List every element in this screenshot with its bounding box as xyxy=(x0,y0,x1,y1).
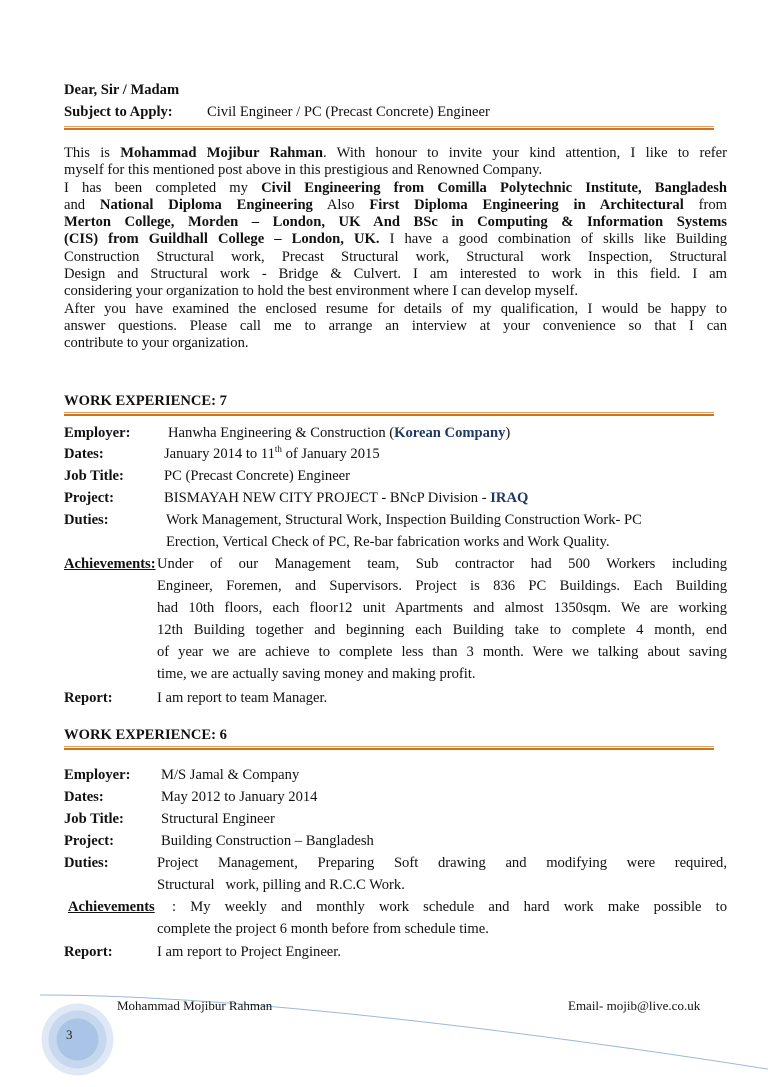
page-number: 3 xyxy=(66,1027,73,1042)
page-number-badge xyxy=(40,1002,115,1077)
work-experience-6-heading: WORK EXPERIENCE: 6 xyxy=(64,727,227,743)
salutation: Dear, Sir / Madam xyxy=(64,82,180,98)
work-experience-7-heading: WORK EXPERIENCE: 7 xyxy=(64,393,227,409)
section-divider xyxy=(64,126,714,130)
exp6-achievements-text: : My weekly and monthly work schedule and hard work make possible to xyxy=(172,899,727,915)
letter-page: Dear, Sir / Madam Subject to Apply: Civil Engineer / PC (Precast Concrete) Engineer This is Mohammad Mojibur Rahman. With honour to invite your kind attention, I like to refer myself for this mentioned post above in this prestigious and Renowned Company. I has been completed my Civil Engineering from Comilla Polytechnic Institute, Bangladesh and National Diploma Engineering Also First Diploma Engineering in Architectural from Merton College, Morden – London, UK And BSc in Computing & Information Systems (CIS) from Guildhall College – London, UK. I have a good combination of skills like Building Construction Structural work, Precast Structural work, Structural work Inspection, Structural Design and Structural work - Bridge & Culvert. I am interested to work in this field. I am considering your organization to hold the best environment where I can develop myself. After you have examined the enclosed resume for details of my qualification, I would be happy to answer questions. Please call me to arrange an interview at your convenience so that I can contribute to your organization. WORK EXPERIENCE: 7 Employer: Hanwha Engineering & Construction (Korean Company) Dates: January 2014 to 11th of January 2015 Job Title: PC (Precast Concrete) Engineer Project: BISMAYAH NEW CITY PROJECT - BNcP Division - IRAQ Duties: Work Management, Structural Work, Inspection Building Construction Work- PC Erection, Vertical Check of PC, Re-bar fabrication works and Work Quality. Achievements: Under of our Management team, Sub contractor had 500 Workers including Engineer, Foremen, and Supervisors. Project is 836 PC Buildings. Each Building had 10th floors, each floor12 unit Apartments and almost 1350sqm. We are working 12th Building together and beginning each Building take to complete 4 month, end of year we are achieve to complete less than 3 month. Were we talking about saving time, we are actually saving money and making profit. Report: I am report to team Manager. WORK EXPERIENCE: 6 Employer: M/S Jamal & Company Dates: May 2012 to January 2014 Job Title: Structural Engineer Project: Building Construction – Bangladesh Duties: Project Management, Preparing Soft drawing and modifying were required, Structural work, pilling and R.C.C Work. Achievements : My weekly and monthly work schedule and hard work make possible to complete the project 6 month before from schedule time. Report: I am report to Project Engineer. 3 Mohammad Mojibur Rahman Email- mojib@live.co.uk xyxy=(0,0,768,1087)
section-divider xyxy=(64,412,714,416)
subject-label: Subject to Apply: xyxy=(64,104,173,120)
exp7-achievements-body: Engineer, Foremen, and Supervisors. Project is 836 PC Buildings. Each Building had 10th floors, each floor12 unit Apartments and almost 1350sqm. We are working 12th Building together and beginning each Building take to complete 4 month, end of year we are achieve to complete less than 3 month. Were we talking about saving time, we are actually saving money and making profit. xyxy=(157,578,727,682)
exp7-achievements-text: Under of our Management team, Sub contractor had 500 Workers including xyxy=(157,556,727,572)
footer-author-name: Mohammad Mojibur Rahman xyxy=(117,998,273,1013)
footer-email: Email- mojib@live.co.uk xyxy=(568,998,701,1013)
section-divider xyxy=(64,746,714,750)
exp6-duties-text: Project Management, Preparing Soft drawing and modifying were required, Structural work, pilling and R.C.C Work. xyxy=(157,855,727,893)
exp6-achievements-body: complete the project 6 month before from schedule time. xyxy=(157,921,489,937)
subject-value: Civil Engineer / PC (Precast Concrete) Engineer xyxy=(207,104,490,120)
intro-paragraph: This is Mohammad Mojibur Rahman. With honour to invite your kind attention, I like to refer myself for this mentioned post above in this prestigious and Renowned Company. I has been completed my Civil Engineering from Comilla Polytechnic Institute, Bangladesh and National Diploma Engineering Also First Diploma Engineering in Architectural from Merton College, Morden – London, UK And BSc in Computing & Information Systems (CIS) from Guildhall College – London, UK. I have a good combination of skills like Building Construction Structural work, Precast Structural work, Structural work Inspection, Structural Design and Structural work - Bridge & Culvert. I am interested to work in this field. I am considering your organization to hold the best environment where I can develop myself. After you have examined the enclosed resume for details of my qualification, I would be happy to answer questions. Please call me to arrange an interview at your convenience so that I can contribute to your organization. xyxy=(64,145,728,352)
